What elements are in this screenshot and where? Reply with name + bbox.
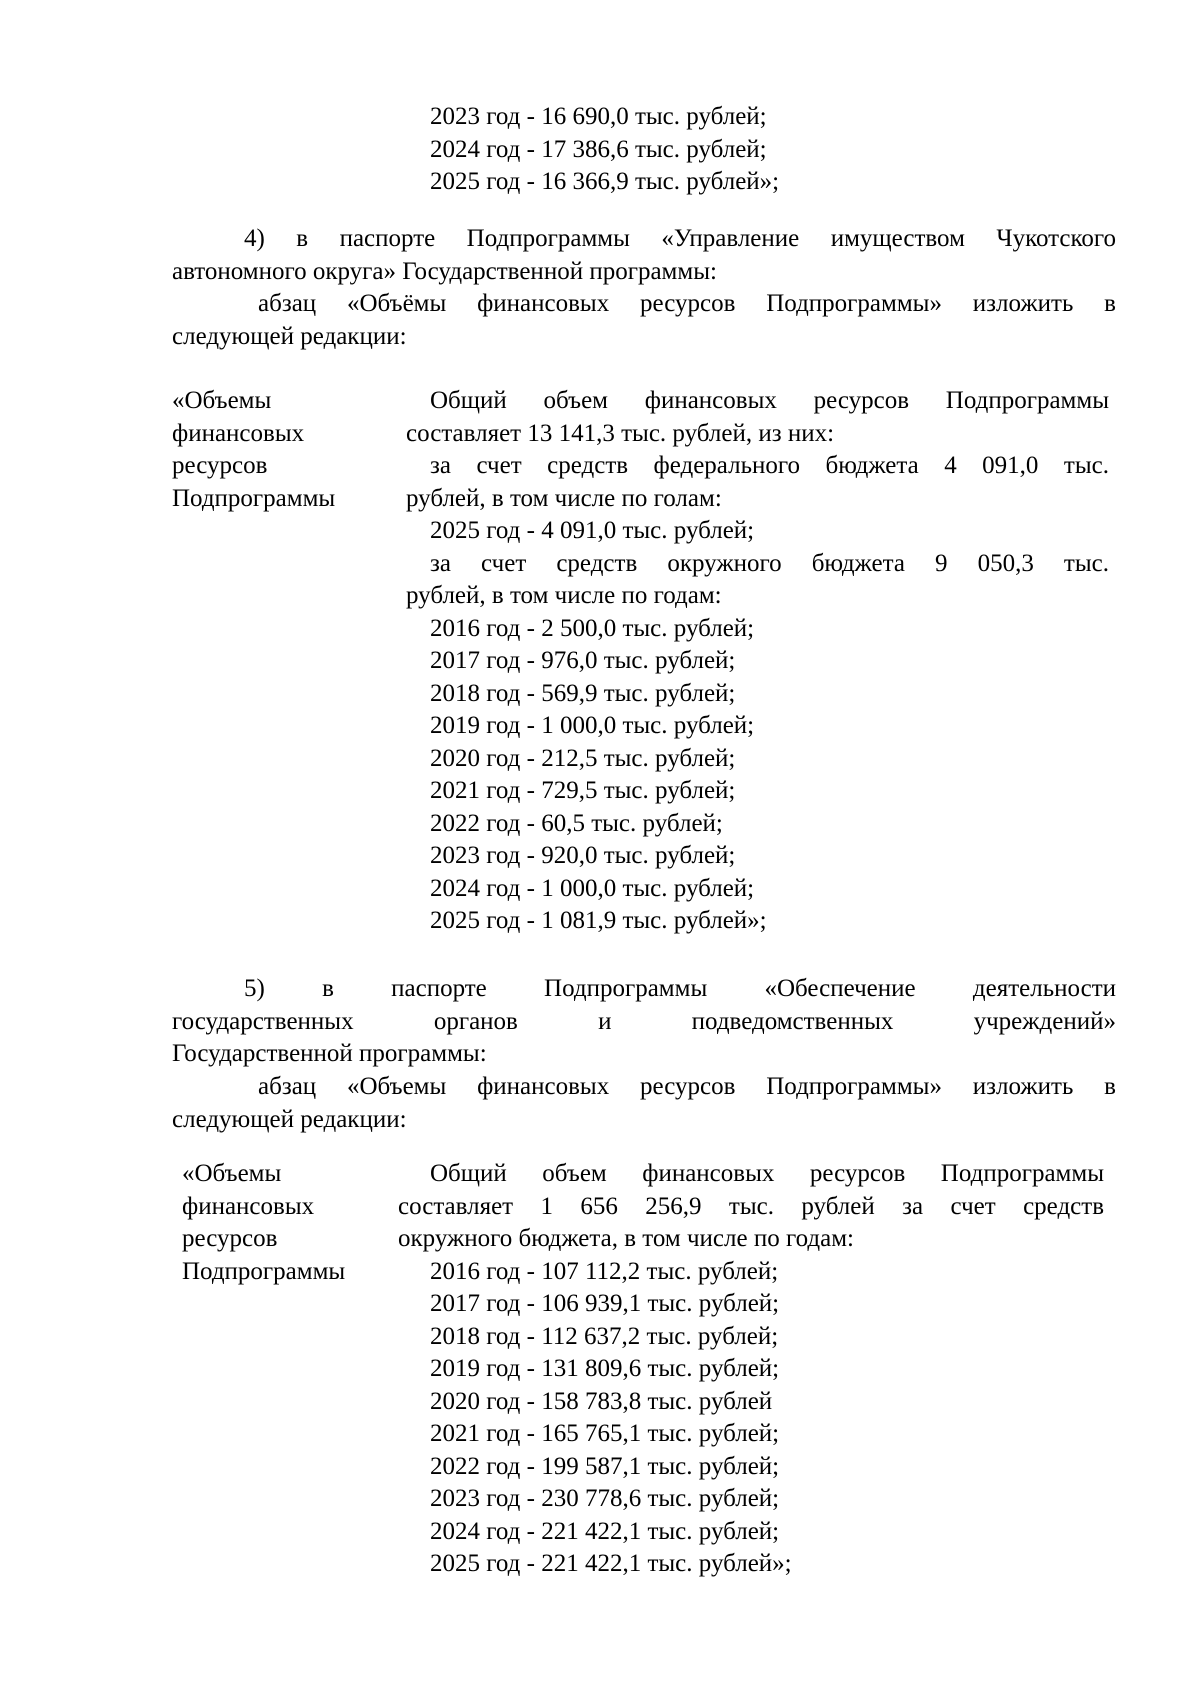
text-line: 2023 год - 230 778,6 тыс. рублей; [430, 1485, 780, 1512]
item4-line1: 4) в паспорте Подпрограммы «Управление имуществом Чукотского [244, 225, 1116, 252]
text-line: составляет 13 141,3 тыс. рублей, из них: [406, 419, 835, 447]
text-line: 2025 год - 221 422,1 тыс. рублей»; [430, 1550, 792, 1577]
text-line: 2018 год - 112 637,2 тыс. рублей; [430, 1322, 779, 1350]
year-line: 2023 год - 16 690,0 тыс. рублей; [430, 103, 767, 130]
label-line: Подпрограммы [182, 1257, 346, 1285]
text-line: 2018 год - 569,9 тыс. рублей; [430, 679, 736, 707]
text-line: 2025 год - 1 081,9 тыс. рублей»; [430, 907, 767, 934]
text-line: 2019 год - 1 000,0 тыс. рублей; [430, 712, 755, 739]
item5-abzac [172, 1071, 1116, 1136]
item4-table-text [406, 385, 1109, 938]
text-line: 2016 год - 2 500,0 тыс. рублей; [430, 614, 755, 642]
label-line: ресурсов [182, 1225, 278, 1252]
text-line: за счет средств окружного бюджета 9 050,3 тыс. [430, 549, 1109, 577]
item5-abzac-line1: абзац «Объемы финансовых ресурсов Подпрограммы» изложить в [258, 1073, 1116, 1100]
text-line: 2022 год - 199 587,1 тыс. рублей; [430, 1452, 780, 1480]
item4-line2: автономного округа» Государственной программы: [172, 257, 717, 285]
text-line: 2021 год - 165 765,1 тыс. рублей; [430, 1420, 780, 1447]
text-line: 2017 год - 106 939,1 тыс. рублей; [430, 1290, 780, 1317]
label-line: ресурсов [172, 452, 268, 479]
item4-abzac-line1: абзац «Объёмы финансовых ресурсов Подпрограммы» изложить в [258, 290, 1116, 317]
item5-table-text [398, 1158, 1104, 1581]
text-line: 2020 год - 158 783,8 тыс. рублей [430, 1387, 773, 1415]
text-line: рублей, в том числе по голам: [406, 484, 722, 512]
label-line: Подпрограммы [172, 484, 336, 512]
item5-line3: Государственной программы: [172, 1040, 487, 1067]
text-line: 2023 год - 920,0 тыс. рублей; [430, 842, 736, 869]
text-line: 2024 год - 221 422,1 тыс. рублей; [430, 1517, 780, 1545]
text-line: 2021 год - 729,5 тыс. рублей; [430, 777, 736, 804]
item4-abzac [172, 288, 1116, 353]
text-line: окружного бюджета, в том числе по годам: [398, 1225, 854, 1252]
text-line: 2020 год - 212,5 тыс. рублей; [430, 744, 736, 772]
item4-abzac-line2: следующей редакции: [172, 322, 407, 350]
item4-paragraph [172, 223, 1116, 288]
text-line: 2025 год - 4 091,0 тыс. рублей; [430, 517, 755, 544]
text-line: составляет 1 656 256,9 тыс. рублей за счет средств [398, 1192, 1104, 1220]
text-line: 2024 год - 1 000,0 тыс. рублей; [430, 874, 755, 902]
text-line: рублей, в том числе по годам: [406, 582, 722, 609]
label-line: «Объемы [182, 1160, 282, 1187]
label-line: «Объемы [172, 387, 272, 414]
year-line: 2024 год - 17 386,6 тыс. рублей; [430, 135, 767, 163]
label-line: финансовых [182, 1192, 315, 1220]
item5-abzac-line2: следующей редакции: [172, 1105, 407, 1133]
item4-table-label [172, 385, 335, 515]
text-line: за счет средств федерального бюджета 4 091,0 тыс. [430, 452, 1109, 479]
top-years-list [430, 101, 779, 199]
text-line: Общий объем финансовых ресурсов Подпрограммы [430, 387, 1109, 414]
text-line: 2022 год - 60,5 тыс. рублей; [430, 809, 723, 837]
text-line: 2017 год - 976,0 тыс. рублей; [430, 647, 736, 674]
item5-line2: государственных органов и подведомственных учреждений» [172, 1007, 1116, 1035]
text-line: 2016 год - 107 112,2 тыс. рублей; [430, 1257, 779, 1285]
text-line: Общий объем финансовых ресурсов Подпрограммы [430, 1160, 1104, 1187]
item5-table-label [182, 1158, 345, 1288]
text-line: 2019 год - 131 809,6 тыс. рублей; [430, 1355, 780, 1382]
item5-paragraph [172, 973, 1116, 1071]
year-line: 2025 год - 16 366,9 тыс. рублей»; [430, 168, 780, 195]
item5-line1: 5) в паспорте Подпрограммы «Обеспечение деятельности [244, 975, 1116, 1002]
label-line: финансовых [172, 419, 305, 447]
